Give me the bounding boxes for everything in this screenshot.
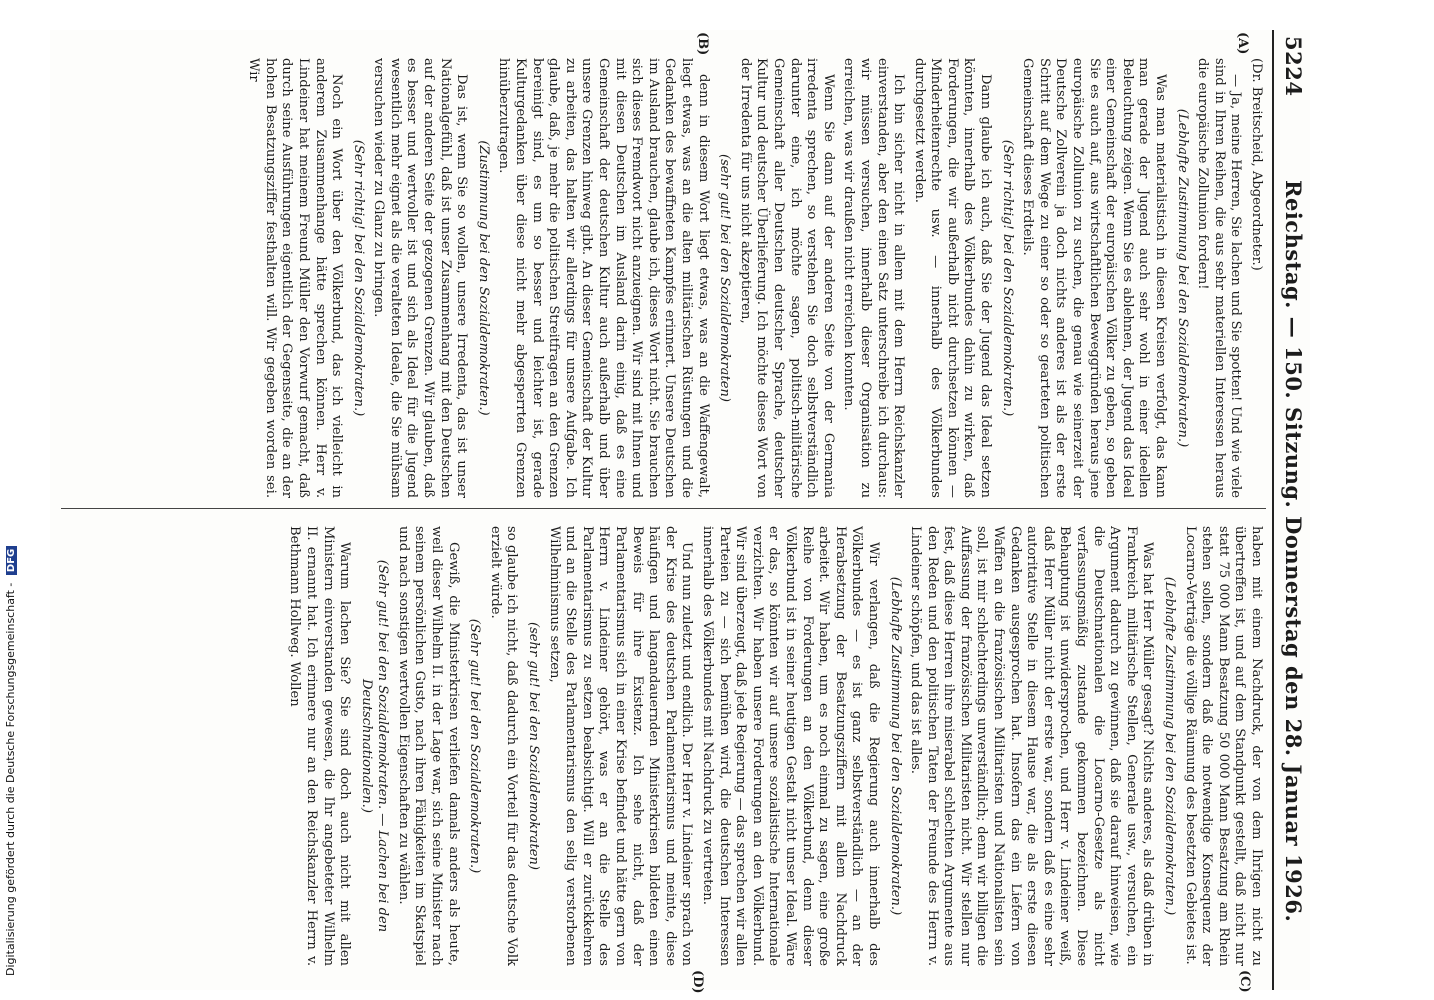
interjection: (Lebhafte Zustimmung bei den Sozialdemokraten.) xyxy=(887,576,903,916)
header-rule xyxy=(1272,30,1274,990)
paragraph: Wir verlangen, daß die Regierung auch innerhalb des Völkerbundes — es ist ganz selbstverständlich — an der Herabsetzung der Besatzungsziffern mit allem Nachdruck arbeitet. Wir haben, um es noch einmal zu sagen, eine große Reihe von Forderungen an den Völkerbund, denn dieser Völkerbund ist in seiner heutigen Gestalt nicht unser Ideal. Wäre er das, so könnten wir auf unsere sozialistische Internationale verzichten. Wir haben unsere Forderungen an den Völkerbund. Wir sind überzeugt, daß jede Regierung — das sprechen wir allen Parteien zu — sich bemühen wird, die deutschen Interessen innerhalb des Völkerbundes mit Nachdruck zu vertreten. xyxy=(700,526,881,966)
page-header xyxy=(1276,30,1310,990)
paragraph: Das ist, wenn Sie so wollen, unsere Irredenta, das ist unser Nationalgefühl, daß ist unser Zusammenhang mit den Deutschen auf der anderen Seite der gezogenen Grenzen. Wir glauben, daß es besser und wertvoller ist und sich als Ideal für die Jugend wesentlich mehr eignet als die veralteten Ideale, die Sie mühsam versuchen wieder zu Glanz zu bringen. xyxy=(371,58,470,498)
paragraph: — Ja, meine Herren, Sie lachen und Sie spotten! Und wie viele sind in Ihren Reihen, die aus sehr materiellen Interessen heraus die europäische Zollunion fordern! xyxy=(1195,58,1244,498)
paragraph: Was hat Herr Müller gesagt? Nichts anderes, als daß drüben in Frankreich militärische Stellen, Generale usw., versuchen, ein Argument dadurch zu gewinnen, daß sie darauf hinweisen, wie die Deutschnationalen die Locarno-Gesetze als nicht verfassungsmäßig zustande gekommen bezeichnen. Diese Behauptung ist unwidersprochen, und Herr v. Lindeiner weiß, daß Herr Müller nicht der erste war, sondern daß es eine sehr autoritative Stelle in diesem Hause war, die als erste diesen Gedanken ausgesprochen hat. Insofern das ein Liefern von Waffen an die französischen Militaristen und Nationalisten sein soll, ist mir schlechterdings unverständlich; denn wir billigen die Auffassung der französischen Militaristen nicht. Wir stellen nur fest, daß diese Herren ihre miserabel schlechten Argumente aus den Reden und den politischen Taten der Freunde des Herrn v. Lindeiner schöpfen, und das ist alles. xyxy=(908,526,1156,966)
paragraph: haben mit einem Nachdruck, der von dem Ihrigen nicht zu übertreffen ist, und auf dem Standpunkt gestellt, daß nicht nur statt 75 000 Mann Besatzung 50 000 Mann Besatzung am Rhein stehen sollen, sondern daß die notwendige Konsequenz der Locarno-Verträge die völlige Räumung des besetzten Gebietes ist. xyxy=(1182,526,1264,966)
column-divider xyxy=(61,508,1266,509)
footer-text: Digitalisierung gefördert durch die Deutsche Forschungsgemeinschaft - xyxy=(4,582,17,976)
interjection: (Sehr richtig! bei den Sozialdemokraten.) xyxy=(350,139,366,417)
interjection: (Lebhafte Zustimmung bei den Sozialdemokraten.) xyxy=(1174,108,1190,448)
interjection: (Sehr gut! bei den Sozialdemokraten. — Lachen bei den Deutschnationalen.) xyxy=(358,559,391,933)
interjection: (Sehr richtig! bei den Sozialdemokraten.) xyxy=(999,139,1015,417)
margin-mark-d: (D) xyxy=(690,970,705,994)
left-column xyxy=(64,58,1264,498)
paragraph: Und nun zuletzt und endlich. Der Herr v. Lindeiner sprach von der Krise des deutschen Parlamentarismus und meinte, diese häufigen und langandauernden Ministerkrisen bildeten einen Beweis für ihre Existenz. Ich sehe nicht, daß der Parlamentarismus sich in einer Krise befindet und hätte gern von Herrn v. Lindeiner gehört, was er an die Stelle des Parlamentarismus zu setzen beabsichtigt. Will er zurückkehren und an die Stelle des Parlamentarismus den selig verstorbenen Wilhelminismus setzen, xyxy=(546,526,695,966)
paragraph: Ich bin sicher nicht in allem mit dem Herrn Reichskanzler einverstanden, aber den einen Satz unterschreibe ich durchaus: wir müssen versuchen, innerhalb dieser Organisation zu erreichen, was wir draußen nicht erreichen konnten. xyxy=(841,58,907,498)
interjection: (Zustimmung bei den Sozialdemokraten.) xyxy=(475,140,491,416)
paragraph: Gewiß, die Ministerkrisen verliefen damals anders als heute, weil dieser Wilhelm II. in der Lage war, sich seine Minister nach seinem persönlichen Gusto, nach ihren Fähigkeiten im Skatspiel und nach sonstigen wertvollen Eigenschaften zu wählen. xyxy=(395,526,461,966)
paragraph: so glaube ich nicht, daß dadurch ein Vorteil für das deutsche Volk erzielt würde. xyxy=(487,526,520,966)
interjection: (Sehr gut! bei den Sozialdemokraten.) xyxy=(467,618,483,874)
paragraph: denn in diesem Wort liegt etwas, was an die Waffengewalt, liegt etwas, was an die alten militärischen Rüstungen und die Gedanken des bewaffneten Kampfes erinnert. Unsere Deutschen im Ausland brauchen, glaube ich, dieses Wort nicht. Sie brauchen sich dieses Fremdwort nicht anzueignen. Wir sind mit Ihnen und mit diesen Deutschen im Ausland darin einig, daß es eine Gemeinschaft der deutschen Kultur auch außerhalb und über unsere Grenzen hinweg gibt. An dieser Gemeinschaft der Kultur zu arbeiten, das halten wir allerdings für unsere Aufgabe. Ich glaube, daß, je mehr die politischen Streitfragen an den Grenzen bereinigt sind, es um so besser und leichter ist, gerade Kulturgedanken über diese nicht mehr abgesperrten Grenzen hinüberzutragen. xyxy=(496,58,711,498)
interjection: (sehr gut! bei den Sozialdemokraten) xyxy=(526,621,542,871)
margin-mark-a: (A) xyxy=(1235,32,1250,55)
interjection: (Lebhafte Zustimmung bei den Sozialdemokraten.) xyxy=(1162,576,1178,916)
page-title: Reichstag. — 150. Sitzung. Donnerstag den 28. Januar 1926. xyxy=(1281,180,1306,923)
margin-mark-b: (B) xyxy=(695,32,710,56)
right-column xyxy=(64,526,1264,966)
digitization-footer xyxy=(4,0,24,976)
paragraph: (Dr. Breitscheid, Abgeordneter.) xyxy=(1249,58,1264,271)
paragraph: Wenn Sie dann auf der anderen Seite von der Germania irredenta sprechen, so verstehen Sie doch selbstverständlich darunter eine, ich möchte sagen, politisch-militärische Gemeinschaft aller Deutschen deutscher Sprache, deutscher Kultur und deutscher Überlieferung. Ich möchte dieses Wort von der Irredenta für uns nicht akzeptieren, xyxy=(737,58,836,498)
paragraph: Warum lachen Sie? Sie sind doch auch nicht mit allen Ministern einverstanden gewesen, die Ihr angebeteter Wilhelm II. ernannt hat. Ich erinnere nur an den Reichskanzler Herrn v. Bethmann Hollweg. Wollen xyxy=(287,526,353,966)
scanned-page xyxy=(50,30,1310,994)
interjection: (sehr gut! bei den Sozialdemokraten) xyxy=(717,153,733,403)
margin-mark-c: (C) xyxy=(1237,970,1252,993)
page-number: 5224 xyxy=(1281,36,1306,97)
paragraph: Dann glaube ich auch, daß Sie der Jugend das Ideal setzen könnten, innerhalb des Völkerbundes dahin zu wirken, daß Forderungen, die wir außerhalb nicht durchsetzen können — Minderheitenrechte usw. — innerhalb des Völkerbundes durchgesetzt werden. xyxy=(911,58,994,498)
paragraph: Noch ein Wort über den Völkerbund, das ich vielleicht in anderem Zusammenhange hätte sprechen können. Herr v. Lindeiner hat meinem Freund Müller den Vorwurf gemacht, daß durch seine Ausführungen eigentlich der Gegenseite, die an der hohen Besatzungsziffer festhalten will. Wir gegeben worden sei. Wir xyxy=(246,58,345,498)
dfg-logo: DFG xyxy=(6,546,17,575)
paragraph: Was man materialistisch in diesen Kreisen verfolgt, das kann man gerade der Jugend auch sehr wohl in einer ideellen Beleuchtung zeigen. Wenn Sie es ablehnen, der Jugend das Ideal einer Gemeinschaft der europäischen Völker zu geben, so geben Sie es auch auf, aus wirtschaftlichen Beweggründen heraus jene europäische Zollunion zu suchen, die genau wie seinerzeit der Deutsche Zollverein ja doch nichts anderes ist als der erste Schritt auf dem Wege zu einer so oder so gearteten politischen Gemeinschaft dieses Erdteils. xyxy=(1020,58,1169,498)
